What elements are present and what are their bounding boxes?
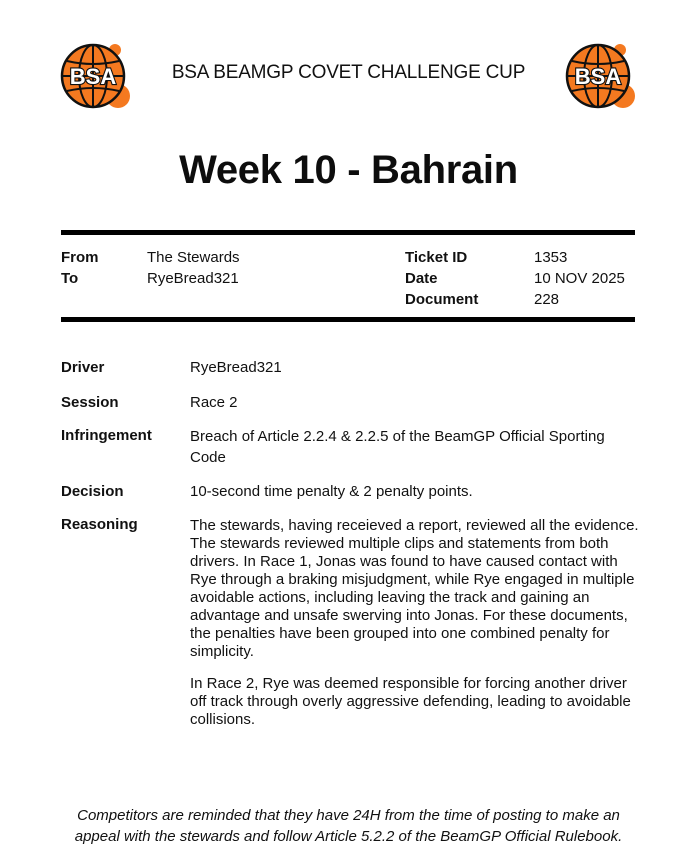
header-rule-top <box>61 230 635 235</box>
date-label: Date <box>405 270 438 287</box>
driver-label: Driver <box>61 359 105 376</box>
driver-value: RyeBread321 <box>190 359 282 376</box>
to-value: RyeBread321 <box>147 270 239 287</box>
session-label: Session <box>61 394 119 411</box>
date-value: 10 NOV 2025 <box>534 270 625 287</box>
appeal-notice-line-1: Competitors are reminded that they have 24H from the time of posting to make an <box>77 807 620 824</box>
infringement-value: Breach of Article 2.2.4 & 2.2.5 of the BeamGP Official Sporting Code <box>190 428 605 466</box>
to-label: To <box>61 270 79 287</box>
decision-value: 10-second time penalty & 2 penalty points. <box>190 483 473 500</box>
meta-left-labels <box>61 247 99 289</box>
reasoning-paragraph-1: The stewards, having receieved a report, reviewed all the evidence. The stewards reviewed multiple clips and statements from both drivers. In Race 1, Jonas was found to have caused contact with Rye through a braking misjudgment, while Rye engaged in multiple avoidable actions, including leaving the track and gaining an advantage and unsafe swerving into Jonas. For these documents, the penalties have been grouped into one combined penalty for simplicity. <box>190 517 639 660</box>
event-title: Week 10 - Bahrain <box>179 148 518 192</box>
series-title: BSA BEAMGP COVET CHALLENGE CUP <box>171 62 526 83</box>
session-value: Race 2 <box>190 394 238 411</box>
header-rule-bottom <box>61 317 635 322</box>
ticket-id-value: 1353 <box>534 249 568 266</box>
meta-right-values <box>534 247 625 310</box>
bsa-logo-text: BSA <box>69 64 117 89</box>
reasoning-value <box>190 517 640 743</box>
appeal-notice-line-2: appeal with the stewards and follow Article 5.2.2 of the BeamGP Official Rulebook. <box>74 828 623 845</box>
from-value: The Stewards <box>147 249 240 266</box>
from-label: From <box>61 249 99 266</box>
meta-left-values <box>147 247 240 289</box>
bsa-logo-text: BSA <box>574 64 622 89</box>
appeal-notice <box>0 805 697 847</box>
infringement-label: Infringement <box>61 427 152 444</box>
ticket-id-label: Ticket ID <box>405 249 468 266</box>
document-label: Document <box>405 291 479 308</box>
meta-right-labels <box>405 247 478 310</box>
reasoning-paragraph-2: In Race 2, Rye was deemed responsible for forcing another driver off track through overly aggressive defending, leading to avoidable collisions. <box>190 675 631 728</box>
document-value: 228 <box>534 291 560 308</box>
bsa-logo-right <box>564 42 636 110</box>
decision-label: Decision <box>61 483 124 500</box>
reasoning-label: Reasoning <box>61 516 138 533</box>
